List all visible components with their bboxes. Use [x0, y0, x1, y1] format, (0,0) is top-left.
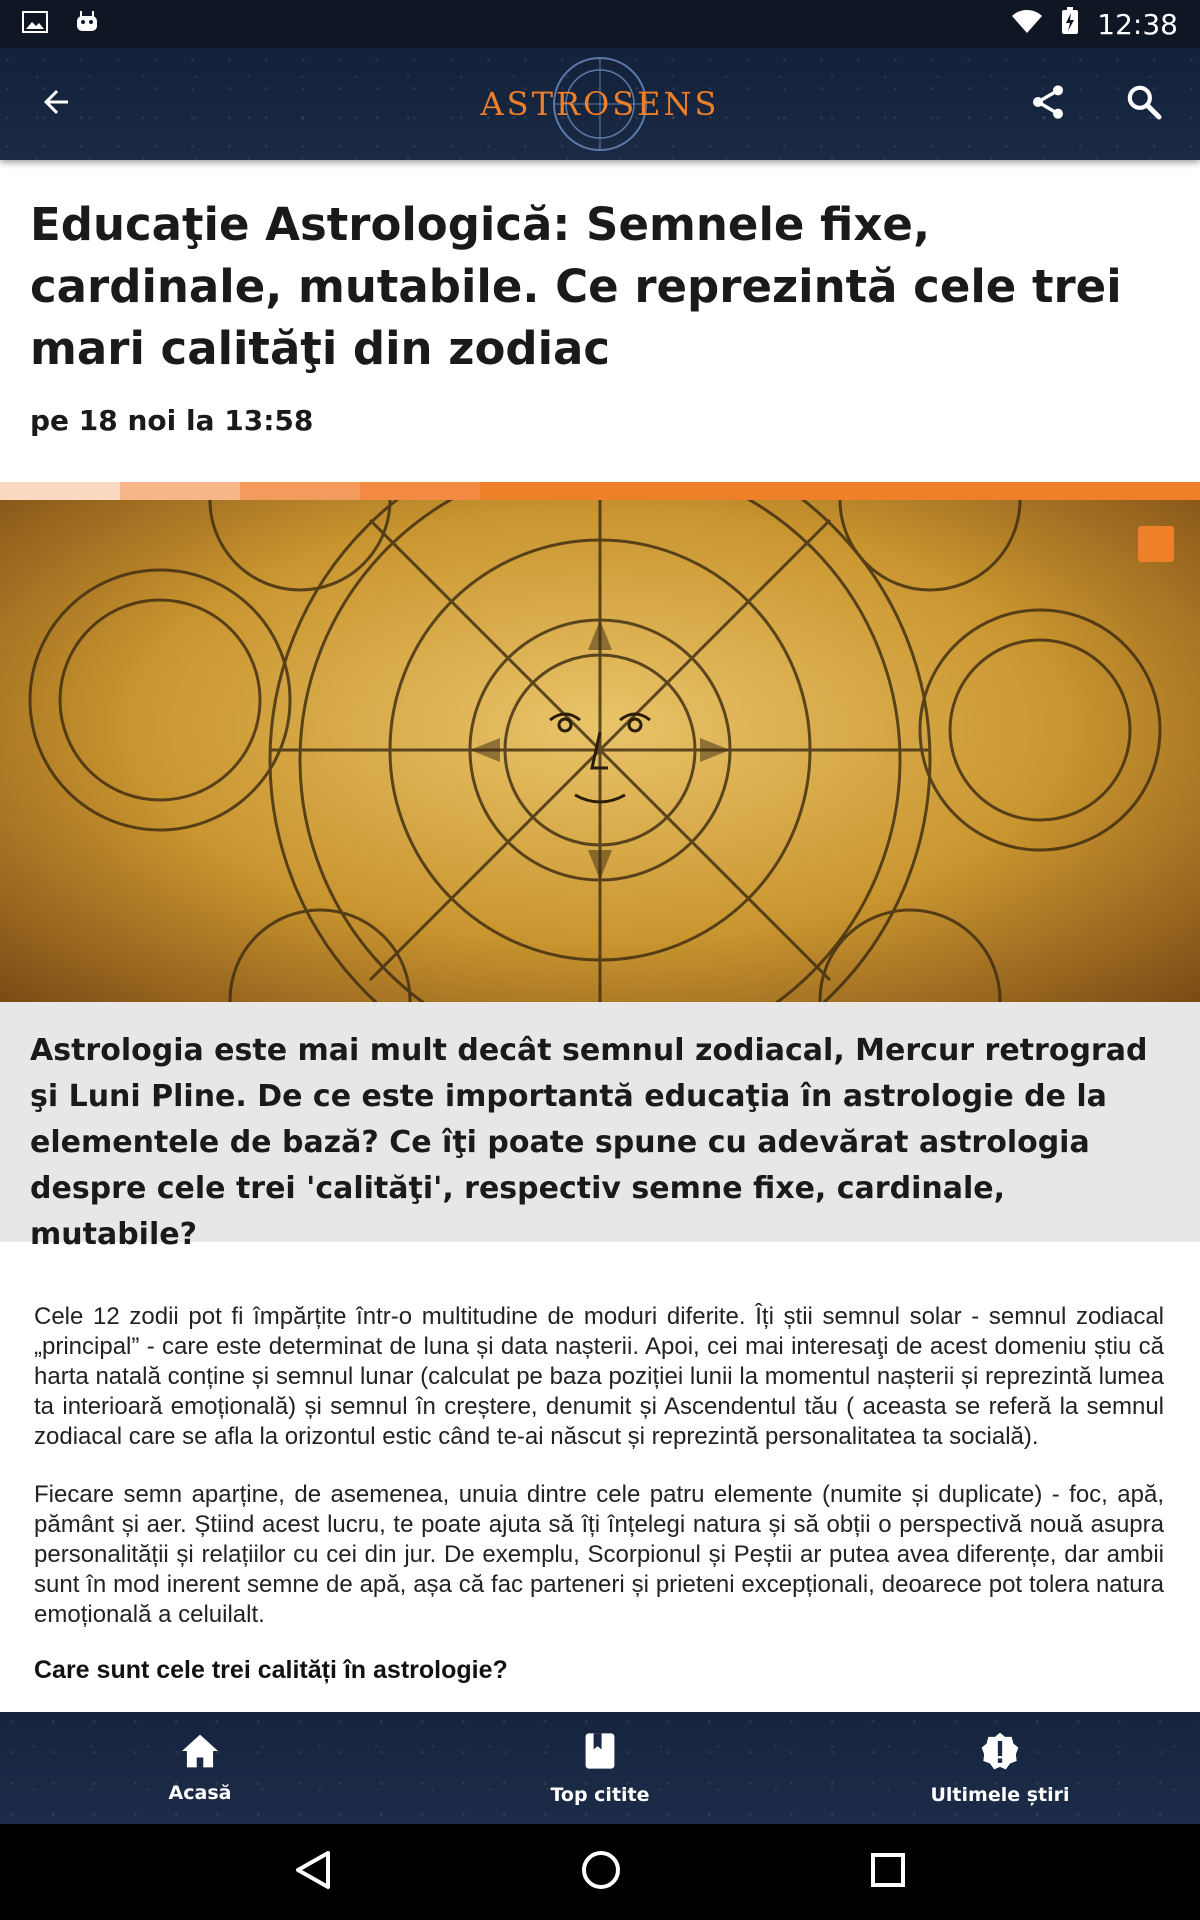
recents-square-icon[interactable]: [870, 1852, 906, 1893]
alert-badge-icon: [980, 1731, 1020, 1776]
status-bar: [0, 0, 1200, 48]
article-date: pe 18 noi la 13:58: [30, 404, 314, 437]
bottom-navigation: [0, 1712, 1200, 1824]
progress-segment: [480, 482, 1200, 500]
section-heading: Care sunt cele trei calități în astrologie?: [34, 1656, 508, 1684]
system-navigation-bar: [0, 1824, 1200, 1920]
nav-item-top-read[interactable]: [450, 1731, 750, 1806]
home-icon: [180, 1733, 220, 1774]
home-circle-icon[interactable]: [580, 1849, 622, 1896]
nav-item-latest-news[interactable]: [850, 1731, 1150, 1806]
clock: 12:38: [1097, 7, 1178, 41]
nav-label: Top citite: [550, 1783, 650, 1806]
progress-segment: [360, 482, 480, 500]
article-hero-image[interactable]: [0, 500, 1200, 1002]
paragraph: Fiecare semn aparține, de asemenea, unuia dintre cele patru elemente (numite și duplicate) - foc, apă, pământ și aer. Știind acest lucru, te poate ajuta să îți înțelegi natura și să obții o perspectivă nouă asupra personalității și relațiilor cu cei din jur. De exemplu, Scorpionul și Peștii ar putea avea diferențe, dar ambii sunt în mod inerent semne de apă, așa că fac parteneri și prieteni excepționali, deoarece pot tolera natura emoțională a celuilalt.: [34, 1481, 1164, 1628]
image-gallery-icon[interactable]: [1138, 526, 1174, 562]
progress-segment: [240, 482, 360, 500]
back-triangle-icon[interactable]: [294, 1850, 332, 1895]
search-button[interactable]: [1118, 78, 1170, 130]
battery-charging-icon: [1061, 7, 1079, 42]
reading-progress-bar: [0, 482, 1200, 500]
article-body: [34, 1302, 1164, 1685]
nav-label: Acasă: [168, 1781, 232, 1804]
android-icon: [74, 9, 100, 40]
nav-label: Ultimele știri: [930, 1783, 1070, 1806]
paragraph: Cele 12 zodii pot fi împărțite într-o multitudine de moduri diferite. Îți știi semnul solar - semnul zodiacal „principal” - care este determinat de luna și data nașterii. Apoi, cei mai interesaţi de acest domeniu știu că harta natală conține și semnul lunar (calculat pe baza poziției lunii la momentul nașterii și reprezintă lumea ta interioară emoțională) și semnul în creștere, denumit și Ascendentul tău ( aceasta se referă la semnul zodiacal care se afla la orizontul estic când te-ai născut și reprezintă personalitatea ta socială).: [34, 1303, 1164, 1450]
search-icon: [1124, 82, 1164, 127]
share-icon: [1028, 82, 1068, 127]
progress-segment: [120, 482, 240, 500]
image-icon: [22, 10, 48, 39]
arrow-left-icon: [38, 84, 74, 125]
lead-text: Astrologia este mai mult decât semnul zodiacal, Mercur retrograd şi Luni Pline. De ce este importantă educaţia în astrologie de la elementele de bază? Ce îţi poate spune cu adevărat astrologia despre cele trei 'calităţi', respectiv semne fixe, cardinale, mutabile?: [30, 1033, 1148, 1252]
book-icon: [584, 1731, 616, 1776]
share-button[interactable]: [1022, 78, 1074, 130]
progress-segment: [0, 482, 120, 500]
app-bar: [0, 48, 1200, 160]
article-title: Educaţie Astrologică: Semnele fixe, cardinale, mutabile. Ce reprezintă cele trei mari calităţi din zodiac: [30, 198, 1122, 375]
article-lead: [0, 1002, 1200, 1252]
logo-text: ASTROSENS: [480, 85, 720, 123]
app-logo: [480, 54, 720, 154]
nav-item-home[interactable]: [50, 1733, 350, 1804]
back-button[interactable]: [30, 78, 82, 130]
wifi-icon: [1011, 8, 1043, 41]
